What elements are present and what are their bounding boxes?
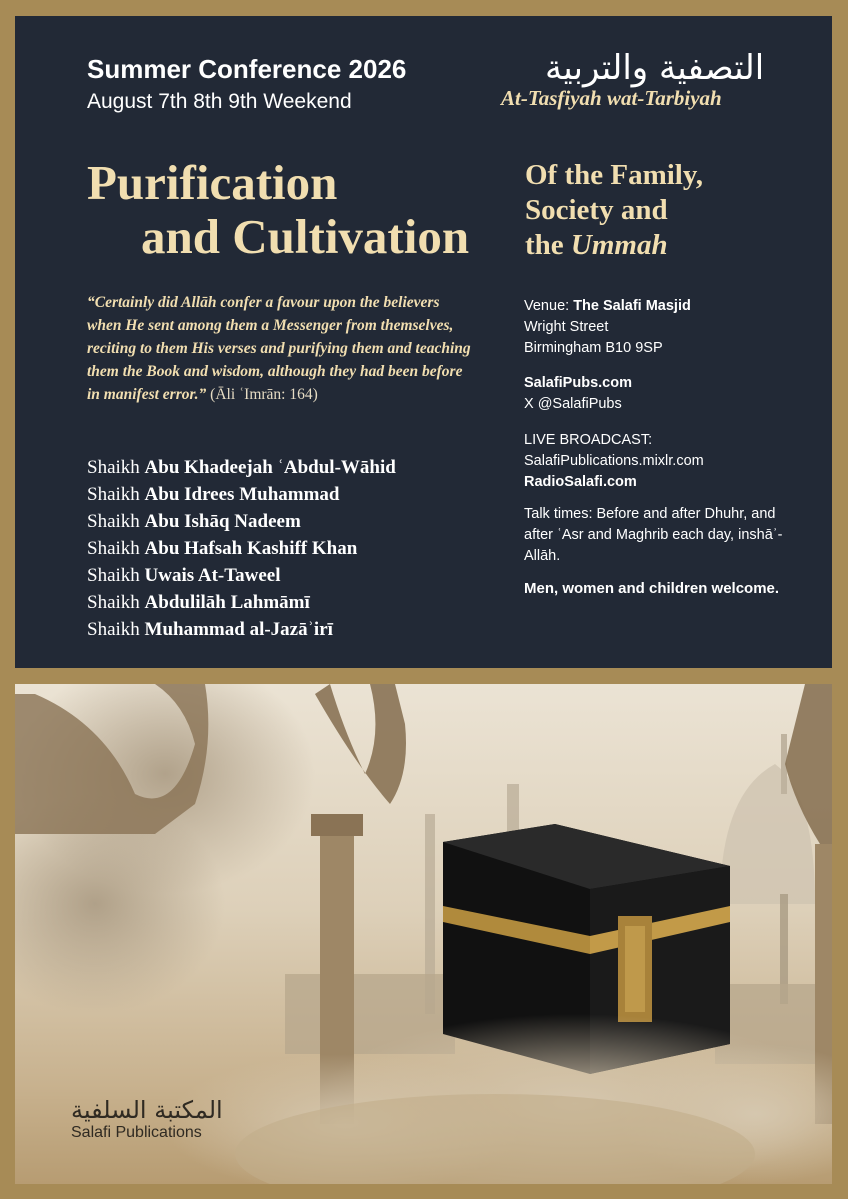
quote-text: “Certainly did Allāh confer a favour upon the believers when He sent among them a Messenger from themselves, reciting to them His verses and purifying them and teaching them the Book and wisdom, although they had been before in manifest error.” xyxy=(87,294,471,403)
speaker-item xyxy=(87,535,396,562)
broadcast-url-mixlr[interactable]: SalafiPublications.mixlr.com xyxy=(524,453,704,469)
speaker-prefix: Shaikh xyxy=(87,457,145,478)
info-panel xyxy=(15,16,832,668)
venue-name: The Salafi Masjid xyxy=(573,298,691,314)
quran-quote xyxy=(87,291,472,406)
speaker-name: Uwais At-Taweel xyxy=(144,565,281,586)
speaker-name: Abu Ishāq Nadeem xyxy=(144,511,301,532)
speaker-name: Abdulilāh Lahmāmī xyxy=(144,592,310,613)
speaker-item xyxy=(87,508,396,535)
main-title-line2: and Cultivation xyxy=(141,209,470,264)
speaker-name: Abu Idrees Muhammad xyxy=(144,484,340,505)
venue-city: Birmingham B10 9SP xyxy=(524,340,663,356)
speaker-prefix: Shaikh xyxy=(87,511,145,532)
speaker-name: Abu Khadeejah ʿAbdul-Wāhid xyxy=(144,457,396,478)
welcome-note: Men, women and children welcome. xyxy=(524,580,780,597)
speaker-name: Muhammad al-Jazāʾirī xyxy=(144,619,333,640)
links-block xyxy=(524,373,804,415)
venue-label: Venue: xyxy=(524,298,574,314)
main-title-line1: Purification xyxy=(87,155,338,210)
website-link[interactable]: SalafiPubs.com xyxy=(524,375,632,391)
talk-times: Talk times: Before and after Dhuhr, and after ʿAsr and Maghrib each day, inshāʾ-Allāh. xyxy=(524,506,783,564)
quote-reference: (Āli ʿImrān: 164) xyxy=(210,386,318,403)
subtitle-line3 xyxy=(525,228,703,263)
broadcast-label: LIVE BROADCAST: xyxy=(524,432,653,448)
speaker-item xyxy=(87,454,396,481)
speaker-name: Abu Hafsah Kashiff Khan xyxy=(144,538,358,559)
publisher-name-arabic: المكتبة السلفية xyxy=(71,1096,223,1124)
speaker-prefix: Shaikh xyxy=(87,484,145,505)
speaker-item xyxy=(87,481,396,508)
conference-title: Summer Conference 2026 xyxy=(87,54,407,84)
subtitle-line1: Of the Family, xyxy=(525,159,704,191)
broadcast-url-radio[interactable]: RadioSalafi.com xyxy=(524,474,637,490)
arabic-title: التصفية والتربية xyxy=(545,48,765,88)
speaker-prefix: Shaikh xyxy=(87,538,145,559)
kaaba-illustration xyxy=(15,684,832,1184)
speaker-item xyxy=(87,562,396,589)
speaker-list xyxy=(87,454,396,643)
subtitle-line2: Society and xyxy=(525,194,668,226)
speaker-item xyxy=(87,616,396,643)
speaker-prefix: Shaikh xyxy=(87,565,145,586)
social-handle[interactable]: X @SalafiPubs xyxy=(524,396,622,412)
speaker-prefix: Shaikh xyxy=(87,592,145,613)
subtitle xyxy=(525,158,703,263)
venue-street: Wright Street xyxy=(524,319,609,335)
broadcast-block xyxy=(524,430,804,493)
speaker-prefix: Shaikh xyxy=(87,619,145,640)
conference-dates: August 7th 8th 9th Weekend xyxy=(87,90,352,113)
venue-block xyxy=(524,296,804,359)
subtitle-line3-prefix: the xyxy=(525,229,571,261)
main-title xyxy=(87,156,469,264)
subtitle-line3-emphasis: Ummah xyxy=(570,229,668,261)
publisher-name-english: Salafi Publications xyxy=(71,1124,202,1141)
transliterated-title: At-Tasfiyah wat-Tarbiyah xyxy=(501,86,722,110)
venue-line xyxy=(524,296,804,317)
speaker-item xyxy=(87,589,396,616)
